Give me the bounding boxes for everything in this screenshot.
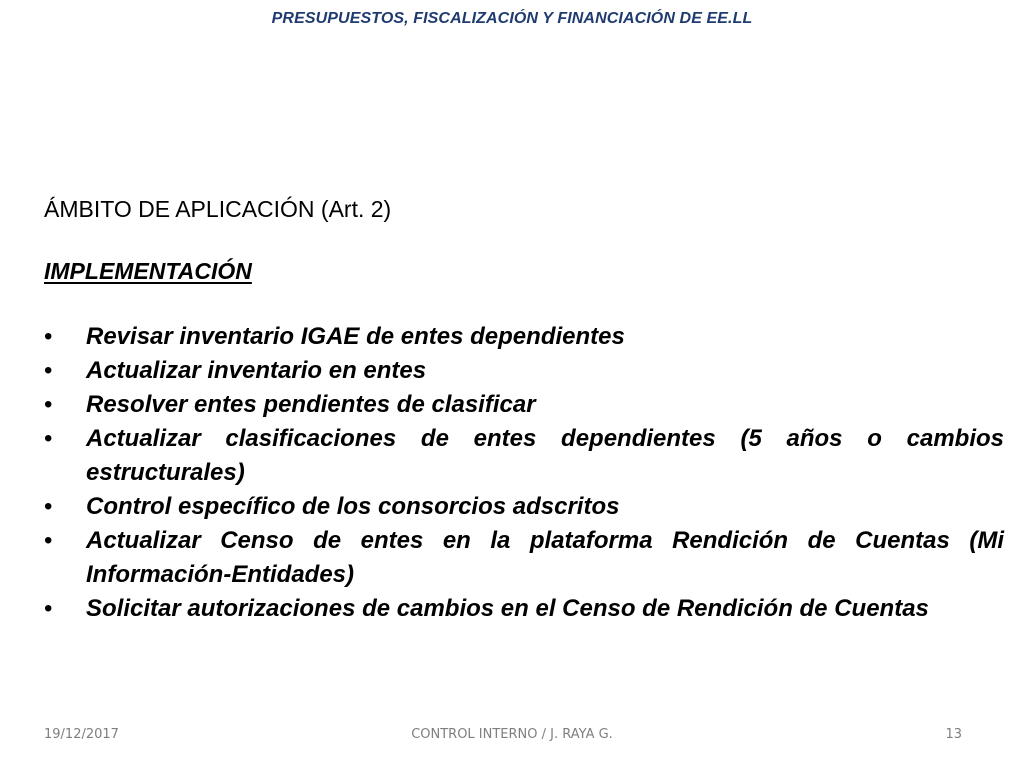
bullet-text: Actualizar Censo de entes en la plataforma Rendición de Cuentas (Mi Información-Entidades) bbox=[86, 527, 1004, 588]
bullet-icon: • bbox=[44, 493, 53, 520]
bullet-text: Revisar inventario IGAE de entes dependientes bbox=[86, 323, 625, 350]
bullet-item bbox=[44, 524, 1004, 592]
section-title: ÁMBITO DE APLICACIÓN (Art. 2) bbox=[44, 196, 392, 222]
bullet-icon: • bbox=[44, 425, 53, 452]
bullet-icon: • bbox=[44, 527, 53, 554]
bullet-item bbox=[44, 388, 1004, 422]
bullet-icon: • bbox=[44, 323, 53, 350]
footer-date: 19/12/2017 bbox=[44, 727, 119, 742]
footer-page-number: 13 bbox=[945, 727, 962, 742]
bullet-text: Solicitar autorizaciones de cambios en el Censo de Rendición de Cuentas bbox=[86, 595, 929, 622]
bullet-item bbox=[44, 592, 1004, 626]
bullet-text: Resolver entes pendientes de clasificar bbox=[86, 391, 536, 418]
bullet-icon: • bbox=[44, 391, 53, 418]
bullet-text: Actualizar inventario en entes bbox=[86, 357, 427, 384]
bullet-item bbox=[44, 490, 1004, 524]
bullet-text: Control específico de los consorcios adscritos bbox=[86, 493, 620, 520]
bullet-text: Actualizar clasificaciones de entes dependientes (5 años o cambios estructurales) bbox=[86, 425, 1004, 486]
bullet-icon: • bbox=[44, 595, 53, 622]
slide-content bbox=[44, 194, 1004, 626]
bullet-item bbox=[44, 422, 1004, 490]
slide-header-title: PRESUPUESTOS, FISCALIZACIÓN Y FINANCIACIÓN DE EE.LL bbox=[271, 10, 753, 27]
sub-title: IMPLEMENTACIÓN bbox=[44, 258, 252, 284]
bullet-icon: • bbox=[44, 357, 53, 384]
footer-author: CONTROL INTERNO / J. RAYA G. bbox=[411, 727, 613, 742]
bullet-item bbox=[44, 320, 1004, 354]
bullet-list bbox=[44, 320, 1004, 626]
bullet-item bbox=[44, 354, 1004, 388]
